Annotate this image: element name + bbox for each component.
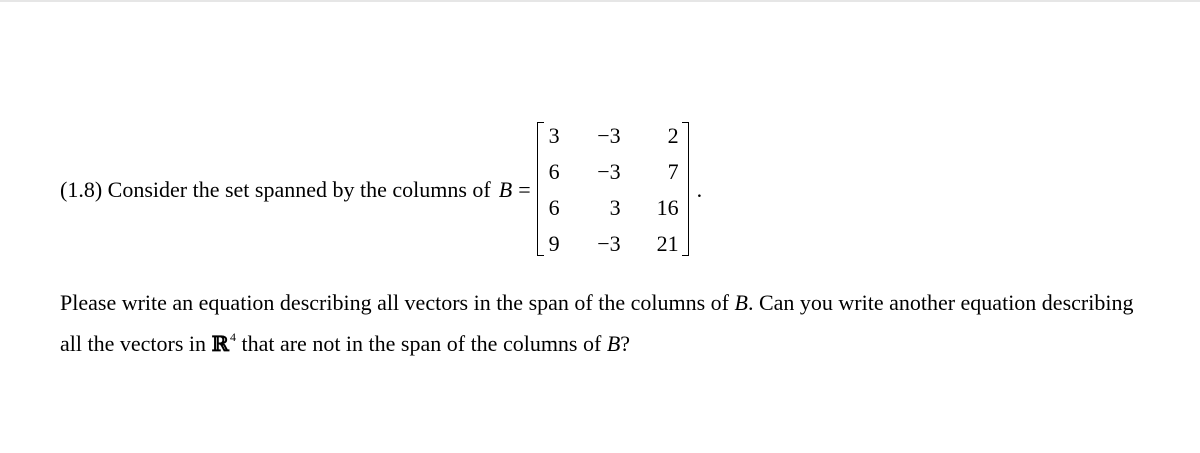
matrix-row: [547, 118, 679, 154]
problem-statement: [60, 110, 702, 270]
matrix-entry: 16: [656, 195, 679, 220]
question-text: [60, 285, 1160, 361]
matrix-entry: 3: [548, 123, 560, 148]
matrix-entries: [547, 118, 679, 262]
problem-intro: (1.8) Consider the set spanned by the columns of: [60, 177, 491, 202]
matrix-entry: −3: [597, 159, 621, 184]
matrix-name: B: [498, 177, 513, 202]
matrix-b: [535, 118, 691, 262]
matrix-entry: 6: [548, 195, 560, 220]
matrix-row: [547, 154, 679, 190]
period: .: [696, 177, 703, 202]
matrix-entry: 7: [667, 159, 679, 184]
question-part-2: . Can you write another equation describing all the vectors in: [60, 290, 1134, 356]
matrix-row: [547, 190, 679, 226]
equals-sign: =: [518, 177, 531, 202]
matrix-entry: 6: [548, 159, 560, 184]
question-part-3: that are not in the span of the columns of: [241, 331, 602, 356]
matrix-row: [547, 226, 679, 262]
matrix-entry: 21: [656, 231, 679, 256]
question-var-b: B: [734, 290, 748, 315]
question-part-1: Please write an equation describing all vectors in the span of the columns of: [60, 290, 729, 315]
matrix-entry: 9: [548, 231, 560, 256]
matrix-left-bracket: [537, 122, 544, 256]
matrix-entry: −3: [597, 231, 621, 256]
real-space-symbol: ℝ: [211, 331, 229, 356]
matrix-entry: −3: [597, 123, 621, 148]
question-var-b-2: B: [606, 331, 621, 356]
question-part-4: ?: [620, 331, 631, 356]
matrix-entry: 3: [609, 195, 621, 220]
matrix-right-bracket: [682, 122, 689, 256]
top-divider: [0, 0, 1200, 2]
real-space-exponent: 4: [229, 330, 236, 344]
matrix-entry: 2: [667, 123, 679, 148]
